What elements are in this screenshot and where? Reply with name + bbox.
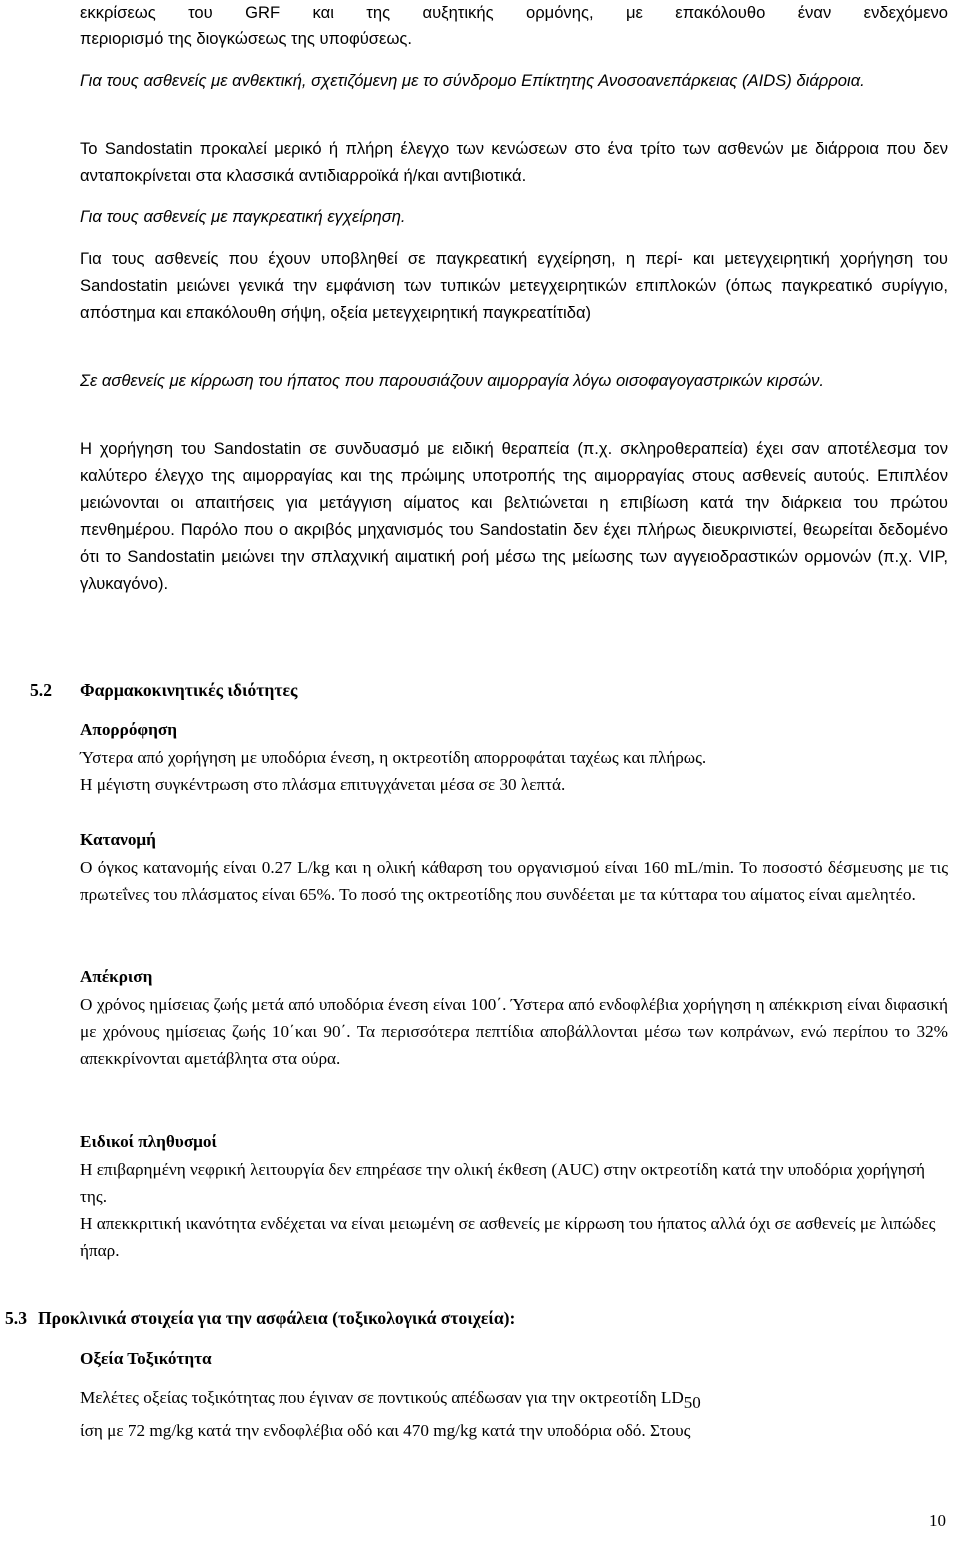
absorption-text: Η μέγιστη συγκέντρωση στο πλάσμα επιτυγχάνεται μέσα σε 30 λεπτά. xyxy=(80,775,566,794)
paragraph-pancreatic: Για τους ασθενείς που έχουν υποβληθεί σε παγκρεατική εγχείρηση, η περί- και μετεγχειρητική χορήγηση του Sandostatin μειώνει γενικά την εμφάνιση των τυπικών μετεγχειρητικών επιπλοκών (όπως παγκρεατικό συρίγγιο, απόστημα και επακόλουθη σήψη, οξεία μετεγχειρητική παγκρεατίτιδα) xyxy=(80,249,948,322)
page-number: 10 xyxy=(929,1511,946,1530)
distribution-text: Ο όγκος κατανομής είναι 0.27 L/kg και η ολική κάθαρση του οργανισμού είναι 160 mL/min. Το ποσοστό δέσμευσης με τις πρωτεΐνες του πλάσματος είναι 65%. Το ποσό της οκτρεοτίδης που συνδέεται με τα κύτταρα του αίματος είναι αμελητέο. xyxy=(80,858,948,904)
acute-toxicity-line: Μελέτες οξείας τοξικότητας που έγιναν σε ποντικούς απέδωσαν για την οκτρεοτίδη LD xyxy=(80,1388,684,1407)
ld50-subscript: 50 xyxy=(683,1393,701,1412)
italic-subheading-cirrhosis: Σε ασθενείς με κίρρωση του ήπατος που παρουσιάζουν αιμορραγία λόγω οισοφαγογαστρικών κιρσών. xyxy=(80,371,825,390)
section-title-5-2: Φαρμακοκινητικές ιδιότητες xyxy=(80,680,298,700)
subheading-special-populations: Ειδικοί πληθυσμοί xyxy=(80,1132,217,1151)
special-populations-text: Η επιβαρημένη νεφρική λειτουργία δεν επηρέασε την ολική έκθεση (AUC) στην οκτρεοτίδη κατά την υποδόρια χορήγησή της. xyxy=(80,1160,925,1206)
excretion-text: Ο χρόνος ημίσειας ζωής μετά από υποδόρια ένεση είναι 100΄. Ύστερα από ενδοφλέβια χορήγηση η απέκκριση είναι διφασική με χρόνους ημίσειας ζωής 10΄και 90΄. Τα περισσότερα πεπτίδια αποβάλλονται μέσω των κοπράνων, ενώ περίπου το 32% απεκκρίνονται αμετάβλητα στα ούρα. xyxy=(80,995,948,1068)
section-title-5-3: Προκλινικά στοιχεία για την ασφάλεια (τοξικολογικά στοιχεία): xyxy=(38,1308,516,1328)
section-number-5-2: 5.2 xyxy=(30,680,52,700)
absorption-text: Ύστερα από χορήγηση με υποδόρια ένεση, η οκτρεοτίδη απορροφάται ταχέως και πλήρως. xyxy=(80,748,707,767)
special-populations-text: Η απεκκριτική ικανότητα ενδέχεται να είναι μειωμένη σε ασθενείς με κίρρωση του ήπατος αλλά όχι σε ασθενείς με λιπώδες ήπαρ. xyxy=(80,1214,936,1260)
paragraph-text: περιορισμό της διογκώσεως της υποφύσεως. xyxy=(80,29,413,48)
acute-toxicity-text xyxy=(80,1384,948,1411)
subheading-absorption: Απορρόφηση xyxy=(80,720,178,739)
italic-subheading-pancreatic: Για τους ασθενείς με παγκρεατική εγχείρηση. xyxy=(80,207,406,226)
paragraph-cirrhosis: Η χορήγηση του Sandostatin σε συνδυασμό με ειδική θεραπεία (π.χ. σκληροθεραπεία) έχει σαν αποτέλεσμα τον καλύτερο έλεγχο της αιμορραγίας και της πρώιμης υποτροπής της αιμορραγίας στους ασθενείς αυτούς. Επιπλέον μειώνονται οι απαιτήσεις για μετάγγιση αίματος και βελτιώνεται η επιβίωση κατά την διάρκεια του πρώτου πενθημέρου. Παρόλο που ο ακριβός μηχανισμός του Sandostatin δεν έχει πλήρως διευκρινιστεί, θεωρείται δεδομένο ότι το Sandostatin μειώνει την σπλαχνική αιματική ροή μέσω της μείωσης των αγγειοδραστικών ορμονών (π.χ. VIP, γλυκαγόνο). xyxy=(80,439,948,593)
paragraph-diarrhea: Το Sandostatin προκαλεί μερικό ή πλήρη έλεγχο των κενώσεων στο ένα τρίτο των ασθενών με διάρροια που δεν ανταποκρίνεται στα κλασσικά αντιδιαρροϊκά ή/και αντιβιοτικά. xyxy=(80,139,948,185)
acute-toxicity-text: ίση με 72 mg/kg κατά την ενδοφλέβια οδό και 470 mg/kg κατά την υποδόρια οδό. Στους xyxy=(80,1421,691,1440)
subheading-acute-toxicity: Οξεία Τοξικότητα xyxy=(80,1349,212,1368)
subheading-distribution: Κατανομή xyxy=(80,830,156,849)
paragraph-text: εκκρίσεως του GRF και της αυξητικής ορμόνης, με επακόλουθο έναν ενδεχόμενο xyxy=(80,3,948,22)
section-number-5-3: 5.3 xyxy=(5,1308,27,1328)
italic-subheading-aids: Για τους ασθενείς με ανθεκτική, σχετιζόμενη με το σύνδρομο Επίκτητης Ανοσοανεπάρκειας (AIDS) διάρροια. xyxy=(80,71,865,90)
subheading-excretion: Απέκριση xyxy=(80,967,153,986)
